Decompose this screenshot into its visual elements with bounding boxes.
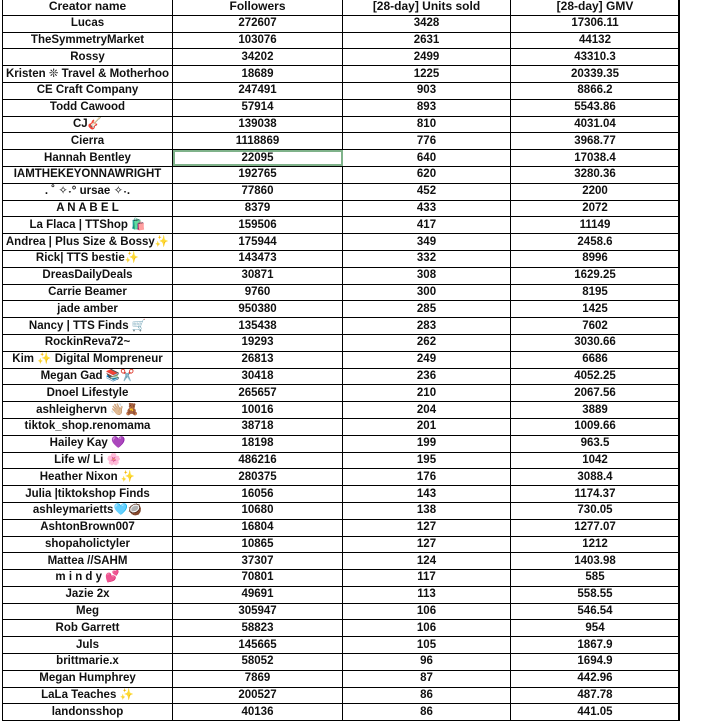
header-gmv[interactable]: [28-day] GMV [511,0,680,15]
table-row [3,704,680,721]
table-row [3,82,680,99]
gmv-cell[interactable]: 442.96 [511,670,680,687]
creator-name-cell[interactable]: Meg [3,603,173,620]
table-row [3,536,680,553]
table-row [3,66,680,83]
table-row [3,654,680,671]
units-sold-cell[interactable]: 236 [343,368,511,385]
table-row [3,267,680,284]
units-sold-cell[interactable]: 105 [343,637,511,654]
creator-name-cell[interactable]: Mattea //SAHM [3,553,173,570]
followers-cell[interactable]: 77860 [173,183,343,200]
followers-cell[interactable]: 18198 [173,435,343,452]
creator-name-cell[interactable]: . ˚ ✧˖° ursae ✧˖. [3,183,173,200]
table-row [3,351,680,368]
table-row [3,469,680,486]
followers-cell[interactable]: 34202 [173,49,343,66]
units-sold-cell[interactable]: 893 [343,99,511,116]
gmv-cell[interactable]: 4031.04 [511,116,680,133]
followers-cell[interactable]: 58052 [173,654,343,671]
creator-name-cell[interactable]: CJ🎸 [3,116,173,133]
creator-name-cell[interactable]: landonsshop [3,704,173,721]
table-row [3,150,680,167]
units-sold-cell[interactable]: 86 [343,704,511,721]
gmv-cell[interactable]: 20339.35 [511,66,680,83]
creator-name-cell[interactable]: Megan Humphrey [3,670,173,687]
table-row [3,166,680,183]
creator-name-cell[interactable]: CE Craft Company [3,82,173,99]
gmv-cell[interactable]: 585 [511,570,680,587]
units-sold-cell[interactable]: 417 [343,217,511,234]
followers-cell[interactable]: 10680 [173,502,343,519]
followers-cell[interactable]: 486216 [173,452,343,469]
units-sold-cell[interactable]: 433 [343,200,511,217]
gmv-cell[interactable]: 43310.3 [511,49,680,66]
creator-table [2,0,680,721]
table-row [3,217,680,234]
gmv-cell[interactable]: 1629.25 [511,267,680,284]
units-sold-cell[interactable]: 195 [343,452,511,469]
followers-cell[interactable]: 30418 [173,368,343,385]
table-row [3,334,680,351]
table-row [3,284,680,301]
creator-name-cell[interactable]: Carrie Beamer [3,284,173,301]
header-units-sold[interactable]: [28-day] Units sold [343,0,511,15]
units-sold-cell[interactable]: 210 [343,385,511,402]
creator-name-cell[interactable]: m i n d y 💕 [3,570,173,587]
followers-cell[interactable]: 200527 [173,687,343,704]
gmv-cell[interactable]: 546.54 [511,603,680,620]
followers-cell[interactable]: 19293 [173,334,343,351]
creator-name-cell[interactable]: Kristen ❊ Travel & Motherhoo [3,66,173,83]
followers-cell[interactable]: 18689 [173,66,343,83]
followers-cell[interactable]: 139038 [173,116,343,133]
table-row [3,452,680,469]
gmv-cell[interactable]: 6686 [511,351,680,368]
followers-cell[interactable]: 70801 [173,570,343,587]
gmv-cell[interactable]: 1277.07 [511,519,680,536]
units-sold-cell[interactable]: 127 [343,536,511,553]
creator-name-cell[interactable]: Hailey Kay 💜 [3,435,173,452]
followers-cell[interactable]: 9760 [173,284,343,301]
gmv-cell[interactable]: 44132 [511,32,680,49]
table-row [3,32,680,49]
gmv-cell[interactable]: 963.5 [511,435,680,452]
units-sold-cell[interactable]: 138 [343,502,511,519]
units-sold-cell[interactable]: 283 [343,318,511,335]
sheet-edge [678,0,679,720]
units-sold-cell[interactable]: 86 [343,687,511,704]
units-sold-cell[interactable]: 903 [343,82,511,99]
creator-name-cell[interactable]: Andrea | Plus Size & Bossy✨ [3,234,173,251]
followers-cell[interactable]: 272607 [173,15,343,32]
gmv-cell[interactable]: 2067.56 [511,385,680,402]
units-sold-cell[interactable]: 452 [343,183,511,200]
gmv-cell[interactable]: 2200 [511,183,680,200]
gmv-cell[interactable]: 2072 [511,200,680,217]
units-sold-cell[interactable]: 143 [343,486,511,503]
creator-name-cell[interactable]: Hannah Bentley [3,150,173,167]
units-sold-cell[interactable]: 776 [343,133,511,150]
followers-cell[interactable]: 38718 [173,418,343,435]
creator-name-cell[interactable]: Julia |tiktokshop Finds [3,486,173,503]
units-sold-cell[interactable]: 106 [343,620,511,637]
creator-name-cell[interactable]: Cierra [3,133,173,150]
creator-name-cell[interactable]: Dnoel Lifestyle [3,385,173,402]
table-row [3,519,680,536]
creator-name-cell[interactable]: DreasDailyDeals [3,267,173,284]
followers-cell[interactable]: 305947 [173,603,343,620]
gmv-cell[interactable]: 8996 [511,250,680,267]
gmv-cell[interactable]: 1694.9 [511,654,680,671]
creator-name-cell[interactable]: Kim ✨ Digital Mompreneur [3,351,173,368]
creator-name-cell[interactable]: Heather Nixon ✨ [3,469,173,486]
gmv-cell[interactable]: 8195 [511,284,680,301]
creator-name-cell[interactable]: Rossy [3,49,173,66]
units-sold-cell[interactable]: 1225 [343,66,511,83]
creator-name-cell[interactable]: Life w/ Li 🌸 [3,452,173,469]
table-row [3,402,680,419]
table-row [3,49,680,66]
table-row [3,586,680,603]
creator-name-cell[interactable]: IAMTHEKEYONNAWRIGHT [3,166,173,183]
creator-name-cell[interactable]: RockinReva72~ [3,334,173,351]
gmv-cell[interactable]: 730.05 [511,502,680,519]
units-sold-cell[interactable]: 332 [343,250,511,267]
creator-name-cell[interactable]: Rob Garrett [3,620,173,637]
units-sold-cell[interactable]: 204 [343,402,511,419]
creator-name-cell[interactable]: shopaholictyler [3,536,173,553]
followers-cell[interactable]: 10865 [173,536,343,553]
gmv-cell[interactable]: 1174.37 [511,486,680,503]
creator-name-cell[interactable]: Todd Cawood [3,99,173,116]
creator-name-cell[interactable]: Juls [3,637,173,654]
gmv-cell[interactable]: 3280.36 [511,166,680,183]
header-row [3,0,680,15]
followers-cell[interactable]: 16056 [173,486,343,503]
creator-name-cell[interactable]: Megan Gad 📚✂️ [3,368,173,385]
units-sold-cell[interactable]: 2631 [343,32,511,49]
table-row [3,418,680,435]
table-row [3,200,680,217]
followers-cell[interactable]: 40136 [173,704,343,721]
followers-cell[interactable]: 247491 [173,82,343,99]
gmv-cell[interactable]: 1425 [511,301,680,318]
gmv-cell[interactable]: 1403.98 [511,553,680,570]
units-sold-cell[interactable]: 117 [343,570,511,587]
creator-name-cell[interactable]: La Flaca | TTShop 🛍️ [3,217,173,234]
gmv-cell[interactable]: 1009.66 [511,418,680,435]
units-sold-cell[interactable]: 620 [343,166,511,183]
creator-name-cell[interactable]: ashleymarietts🩵🥥 [3,502,173,519]
gmv-cell[interactable]: 8866.2 [511,82,680,99]
table-row [3,234,680,251]
header-followers[interactable]: Followers [173,0,343,15]
table-row [3,687,680,704]
creator-name-cell[interactable]: Lucas [3,15,173,32]
units-sold-cell[interactable]: 640 [343,150,511,167]
gmv-cell[interactable]: 558.55 [511,586,680,603]
units-sold-cell[interactable]: 810 [343,116,511,133]
header-creator-name[interactable]: Creator name [3,0,173,15]
gmv-cell[interactable]: 3968.77 [511,133,680,150]
creator-name-cell[interactable]: LaLa Teaches ✨ [3,687,173,704]
gmv-cell[interactable]: 1867.9 [511,637,680,654]
creator-name-cell[interactable]: TheSymmetryMarket [3,32,173,49]
followers-cell[interactable]: 950380 [173,301,343,318]
table-row [3,637,680,654]
table-row [3,486,680,503]
gmv-cell[interactable]: 17038.4 [511,150,680,167]
gmv-cell[interactable]: 17306.11 [511,15,680,32]
gmv-cell[interactable]: 3889 [511,402,680,419]
table-row [3,15,680,32]
units-sold-cell[interactable]: 285 [343,301,511,318]
gmv-cell[interactable]: 441.05 [511,704,680,721]
table-body [3,15,680,720]
followers-cell[interactable]: 30871 [173,267,343,284]
units-sold-cell[interactable]: 106 [343,603,511,620]
table-row [3,368,680,385]
table-row [3,318,680,335]
gmv-cell[interactable]: 1212 [511,536,680,553]
units-sold-cell[interactable]: 300 [343,284,511,301]
followers-cell[interactable]: 58823 [173,620,343,637]
followers-cell[interactable]: 8379 [173,200,343,217]
creator-name-cell[interactable]: Nancy | TTS Finds 🛒 [3,318,173,335]
table-row [3,670,680,687]
table-row [3,435,680,452]
units-sold-cell[interactable]: 2499 [343,49,511,66]
followers-cell[interactable]: 280375 [173,469,343,486]
followers-cell[interactable]: 1118869 [173,133,343,150]
followers-cell[interactable]: 49691 [173,586,343,603]
followers-cell[interactable]: 143473 [173,250,343,267]
table-row [3,183,680,200]
units-sold-cell[interactable]: 349 [343,234,511,251]
gmv-cell[interactable]: 3030.66 [511,334,680,351]
table-row [3,502,680,519]
table-row [3,603,680,620]
followers-cell[interactable]: 16804 [173,519,343,536]
gmv-cell[interactable]: 487.78 [511,687,680,704]
gmv-cell[interactable]: 7602 [511,318,680,335]
table-row [3,385,680,402]
creator-name-cell[interactable]: Rick| TTS bestie✨ [3,250,173,267]
creator-name-cell[interactable]: jade amber [3,301,173,318]
gmv-cell[interactable]: 954 [511,620,680,637]
creator-name-cell[interactable]: tiktok_shop.renomama [3,418,173,435]
units-sold-cell[interactable]: 199 [343,435,511,452]
creator-name-cell[interactable]: A N A B E L [3,200,173,217]
gmv-cell[interactable]: 11149 [511,217,680,234]
followers-cell[interactable]: 22095 [173,150,343,167]
table-row [3,250,680,267]
creator-name-cell[interactable]: brittmarie.x [3,654,173,671]
gmv-cell[interactable]: 2458.6 [511,234,680,251]
followers-cell[interactable]: 103076 [173,32,343,49]
followers-cell[interactable]: 175944 [173,234,343,251]
followers-cell[interactable]: 159506 [173,217,343,234]
followers-cell[interactable]: 57914 [173,99,343,116]
units-sold-cell[interactable]: 3428 [343,15,511,32]
table-row [3,301,680,318]
units-sold-cell[interactable]: 96 [343,654,511,671]
creator-name-cell[interactable]: AshtonBrown007 [3,519,173,536]
table-row [3,553,680,570]
table-row [3,570,680,587]
gmv-cell[interactable]: 3088.4 [511,469,680,486]
followers-cell[interactable]: 26813 [173,351,343,368]
units-sold-cell[interactable]: 308 [343,267,511,284]
followers-cell[interactable]: 265657 [173,385,343,402]
followers-cell[interactable]: 10016 [173,402,343,419]
units-sold-cell[interactable]: 127 [343,519,511,536]
units-sold-cell[interactable]: 87 [343,670,511,687]
gmv-cell[interactable]: 5543.86 [511,99,680,116]
followers-cell[interactable]: 7869 [173,670,343,687]
followers-cell[interactable]: 145665 [173,637,343,654]
followers-cell[interactable]: 192765 [173,166,343,183]
units-sold-cell[interactable]: 124 [343,553,511,570]
units-sold-cell[interactable]: 113 [343,586,511,603]
table-row [3,99,680,116]
followers-cell[interactable]: 37307 [173,553,343,570]
gmv-cell[interactable]: 1042 [511,452,680,469]
creator-name-cell[interactable]: ashleighervn 👋🏼🧸 [3,402,173,419]
units-sold-cell[interactable]: 176 [343,469,511,486]
units-sold-cell[interactable]: 262 [343,334,511,351]
table-row [3,116,680,133]
table-row [3,133,680,150]
table-row [3,620,680,637]
gmv-cell[interactable]: 4052.25 [511,368,680,385]
followers-cell[interactable]: 135438 [173,318,343,335]
units-sold-cell[interactable]: 249 [343,351,511,368]
creator-name-cell[interactable]: Jazie 2x [3,586,173,603]
units-sold-cell[interactable]: 201 [343,418,511,435]
